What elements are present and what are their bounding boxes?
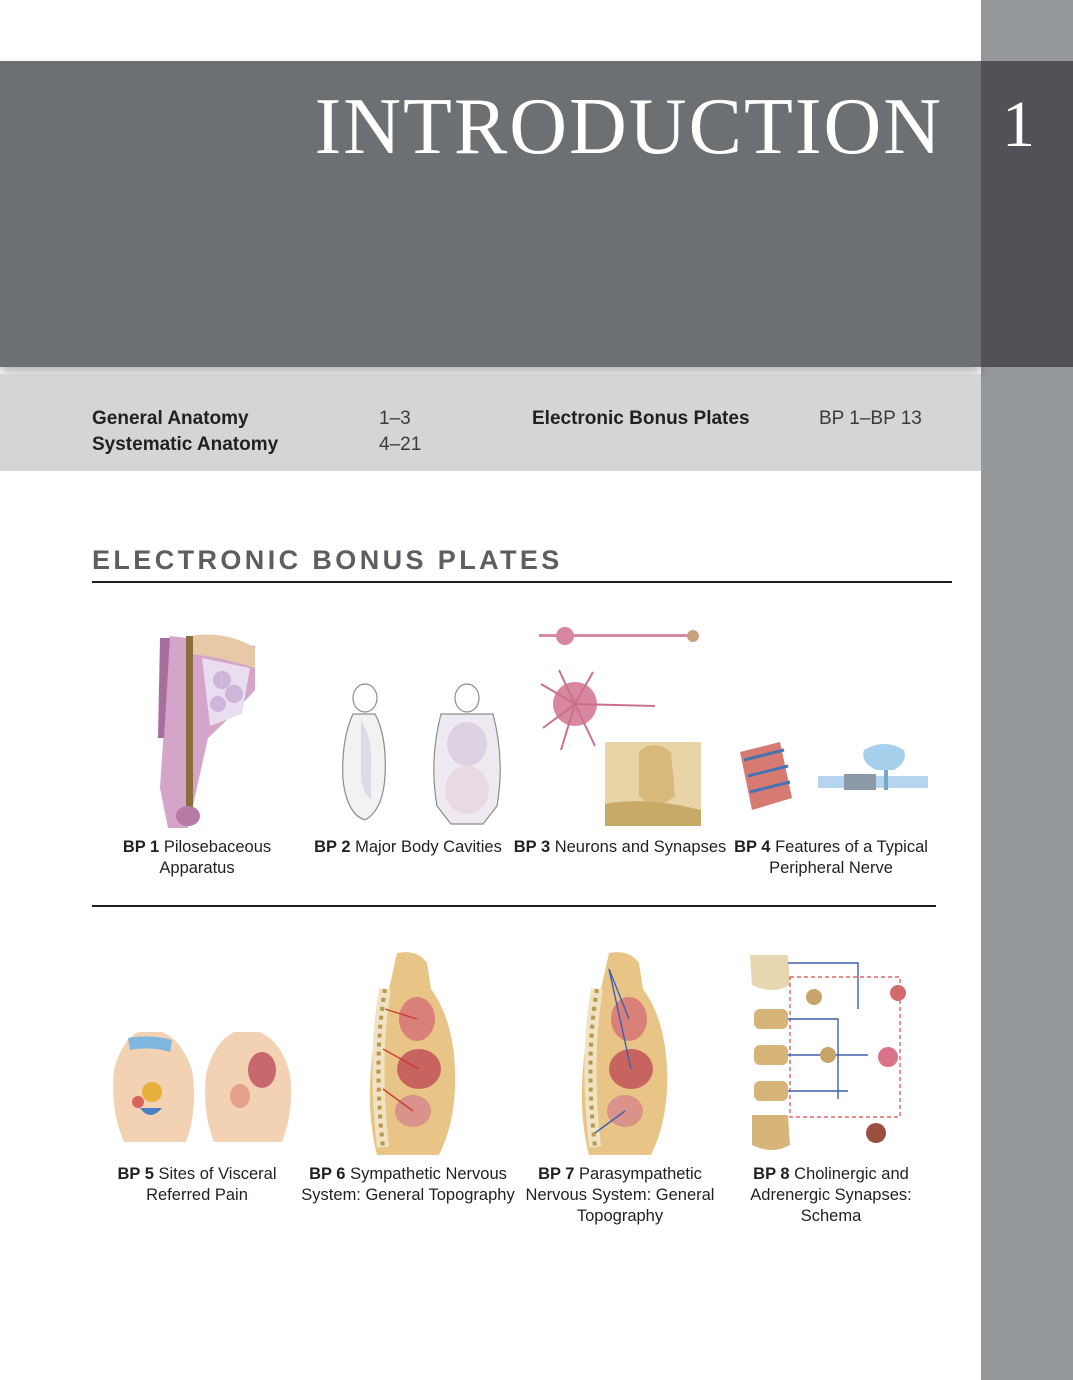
plate-title-line: Referred Pain <box>146 1186 248 1204</box>
plate-caption <box>298 1164 518 1206</box>
plate-title-line: Parasympathetic <box>579 1165 702 1183</box>
plate-bp7[interactable] <box>515 945 725 1230</box>
chapter-banner <box>0 61 981 367</box>
toc-entry-systematic[interactable] <box>92 432 278 458</box>
toc-entry-pages: BP 1–BP 13 <box>819 408 922 429</box>
plate-caption <box>303 837 513 858</box>
plate-title-line: Sympathetic Nervous <box>350 1165 507 1183</box>
plate-bp5[interactable] <box>92 945 302 1230</box>
plate-title-line: Neurons and Synapses <box>554 838 727 856</box>
plate-title-line: Major Body Cavities <box>355 838 502 856</box>
toc-entry-pages: 1–3 <box>379 408 411 429</box>
chapter-title: INTRODUCTION <box>314 83 943 171</box>
plate-bp8[interactable] <box>726 945 936 1230</box>
plate-title-line: Pilosebaceous <box>163 838 272 856</box>
plate-bp3[interactable] <box>515 620 725 885</box>
sympathetic-system-illustration <box>361 949 461 1155</box>
pilosebaceous-illustration <box>130 628 260 828</box>
toc-entry-name: Systematic Anatomy <box>92 434 279 455</box>
plate-title-line: Sites of Visceral <box>158 1165 277 1183</box>
plate-caption <box>92 1164 302 1206</box>
plate-title-line: System: General Topography <box>301 1186 515 1204</box>
section-rule <box>92 581 952 583</box>
section-title: ELECTRONIC BONUS PLATES <box>92 545 563 575</box>
plate-bp1[interactable] <box>92 620 302 885</box>
toc-entry-name: Electronic Bonus Plates <box>532 408 750 429</box>
parasympathetic-system-illustration <box>573 949 673 1155</box>
neurons-synapses-illustration <box>535 626 705 830</box>
plate-title-line: Peripheral Nerve <box>769 859 893 877</box>
plate-title-line: Schema <box>800 1207 862 1225</box>
plate-title-line: Nervous System: General <box>525 1186 715 1204</box>
plate-title-line: Adrenergic Synapses: <box>750 1186 912 1204</box>
chapter-number: 1 <box>1002 88 1035 161</box>
plate-number: BP 4 <box>734 838 771 856</box>
plate-bp2[interactable] <box>303 620 513 885</box>
contents-band <box>0 374 981 471</box>
plate-title-line: Features of a Typical <box>775 838 928 856</box>
plate-bp4[interactable] <box>726 620 936 885</box>
plate-title-line: Cholinergic and <box>794 1165 909 1183</box>
plate-caption <box>721 1164 941 1227</box>
row-divider <box>92 905 936 907</box>
referred-pain-illustration <box>100 1030 296 1150</box>
plate-number: BP 7 <box>538 1165 575 1183</box>
plate-caption <box>721 837 941 879</box>
synapses-schema-illustration <box>748 949 918 1159</box>
toc-entry-pages: 4–21 <box>379 434 422 455</box>
plate-number: BP 3 <box>513 838 551 856</box>
plate-number: BP 1 <box>122 838 160 856</box>
plate-caption <box>510 1164 730 1227</box>
body-cavities-illustration <box>313 680 513 828</box>
peripheral-nerve-illustration <box>734 740 928 812</box>
toc-entry-general[interactable] <box>92 406 249 432</box>
plate-number: BP 5 <box>117 1165 154 1183</box>
toc-entry-name: General Anatomy <box>92 408 249 429</box>
plate-title-line: Topography <box>576 1207 664 1225</box>
plate-caption <box>92 837 302 879</box>
toc-entry-bonus-plates[interactable] <box>532 406 750 432</box>
plate-bp6[interactable] <box>303 945 513 1230</box>
plate-title-line: Apparatus <box>159 859 235 877</box>
plate-number: BP 8 <box>753 1165 790 1183</box>
plate-caption <box>510 837 730 858</box>
plate-number: BP 2 <box>314 838 351 856</box>
plate-number: BP 6 <box>309 1165 346 1183</box>
